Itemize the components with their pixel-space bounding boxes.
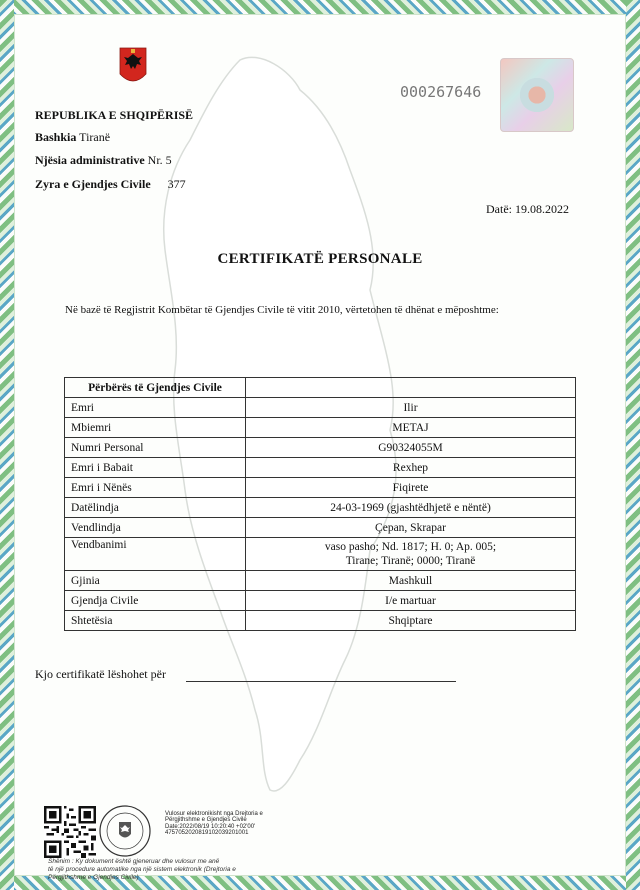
issue-date: Datë: 19.08.2022 [486, 202, 569, 216]
republic-heading: REPUBLIKA E SHQIPËRISË [35, 108, 194, 122]
serial-number: 000267646 [400, 83, 482, 101]
electronic-seal-text: Vulosur elektronikisht nga Drejtoria e Përgjithshme e Gjendjes Civile Date:2022/08/19 10:20:40 +02'00' 4757052020819102039201001 [165, 811, 263, 837]
table-row: Vendlindja Çepan, Skrapar [65, 518, 576, 538]
table-row: Numri Personal G90324055M [65, 438, 576, 458]
qr-code-icon [44, 806, 96, 858]
table-row: Gjinia Mashkull [65, 571, 576, 591]
administrative-unit-line: Njësia administrative Nr. 5 [35, 153, 172, 167]
table-row: Emri i Babait Rexhep [65, 458, 576, 478]
table-header-row [65, 378, 576, 398]
civil-registry-stamp-icon [98, 804, 152, 858]
footer-note: Shënim : Ky dokument është gjeneruar dhe vulosur me anë të një procedure automatike nga një sistem elektronik (Drejtoria e Përgjithshme e Gjendjes Civile) [48, 858, 236, 881]
table-header: Përbërës të Gjendjes Civile [65, 378, 246, 398]
civil-status-table [64, 377, 576, 631]
intro-text: Në bazë të Regjistrit Kombëtar të Gjendjes Civile të vitit 2010, vërtetohen të dhënat e mëposhtme: [65, 304, 499, 316]
table-row: Mbiemri METAJ [65, 418, 576, 438]
municipality-line: Bashkia Tiranë [35, 130, 111, 144]
hologram-seal [500, 58, 574, 132]
table-row: Datëlindja 24-03-1969 (gjashtëdhjetë e nëntë) [65, 498, 576, 518]
table-row: Shtetësia Shqiptare [65, 611, 576, 631]
table-row: Gjendja Civile I/e martuar [65, 591, 576, 611]
table-row: Emri Ilir [65, 398, 576, 418]
document-title: CERTIFIKATË PERSONALE [217, 251, 423, 267]
table-row: Vendbanimi vaso pasho; Nd. 1817; H. 0; Ap. 005; Tirane; Tiranë; 0000; Tiranë [65, 538, 576, 571]
issued-for-blank-line [186, 681, 456, 682]
table-row: Emri i Nënës Fiqirete [65, 478, 576, 498]
civil-registry-office-line: Zyra e Gjendjes Civile 377 [35, 177, 186, 191]
issued-for-label: Kjo certifikatë lëshohet për [35, 667, 166, 681]
decorative-border-left [0, 0, 14, 890]
decorative-border-top [0, 0, 640, 14]
albanian-eagle-emblem-icon [118, 46, 148, 88]
decorative-border-right [626, 0, 640, 890]
